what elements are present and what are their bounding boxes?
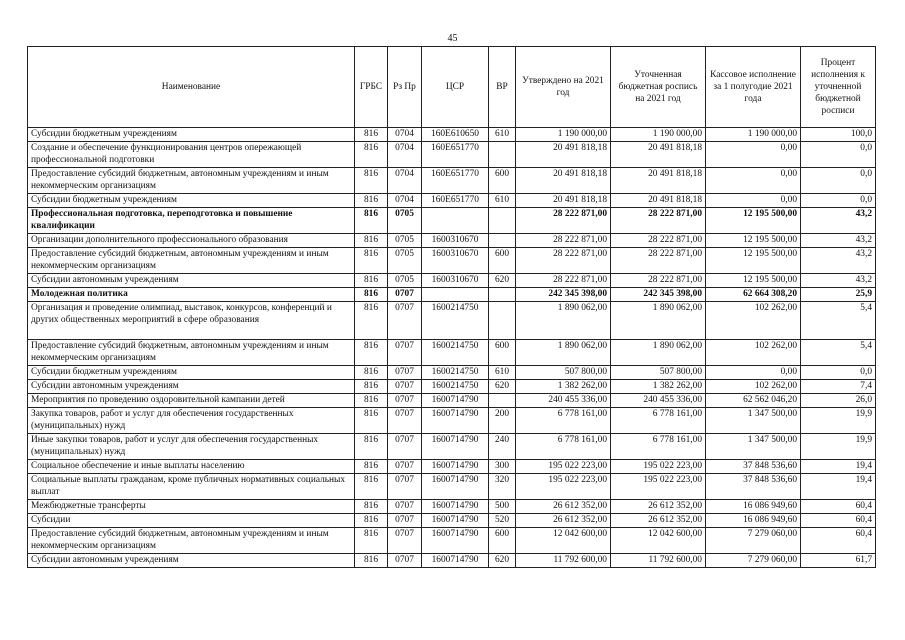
cell-rzpr: 0707 — [388, 288, 422, 302]
cell-cash: 1 190 000,00 — [706, 128, 801, 142]
header-approved: Утверждено на 2021 год — [516, 47, 611, 128]
cell-refined: 507 800,00 — [611, 366, 706, 380]
cell-vr: 620 — [489, 380, 516, 394]
cell-grbs: 816 — [355, 340, 388, 366]
cell-rzpr: 0707 — [388, 474, 422, 500]
cell-approved: 28 222 871,00 — [516, 274, 611, 288]
table-row — [28, 208, 876, 234]
cell-vr: 610 — [489, 366, 516, 380]
cell-csr: 1600310670 — [422, 248, 489, 274]
cell-vr — [489, 234, 516, 248]
cell-rzpr: 0707 — [388, 394, 422, 408]
cell-vr: 610 — [489, 194, 516, 208]
cell-name: Предоставление субсидий бюджетным, автономным учреждениям и иным некоммерческим организациям — [28, 168, 355, 194]
cell-rzpr: 0704 — [388, 194, 422, 208]
cell-approved: 28 222 871,00 — [516, 248, 611, 274]
cell-percent: 19,4 — [801, 474, 876, 500]
cell-cash: 16 086 949,60 — [706, 514, 801, 528]
cell-cash: 7 279 060,00 — [706, 528, 801, 554]
cell-cash: 0,00 — [706, 194, 801, 208]
cell-vr: 240 — [489, 434, 516, 460]
cell-approved: 12 042 600,00 — [516, 528, 611, 554]
cell-refined: 28 222 871,00 — [611, 274, 706, 288]
table-row — [28, 248, 876, 274]
cell-csr — [422, 288, 489, 302]
cell-vr: 620 — [489, 274, 516, 288]
cell-csr: 1600214750 — [422, 340, 489, 366]
cell-name: Организации дополнительного профессионального образования — [28, 234, 355, 248]
cell-name: Предоставление субсидий бюджетным, автономным учреждениям и иным некоммерческим организациям — [28, 528, 355, 554]
cell-approved: 6 778 161,00 — [516, 408, 611, 434]
cell-cash: 62 562 046,20 — [706, 394, 801, 408]
cell-percent: 5,4 — [801, 340, 876, 366]
cell-approved: 26 612 352,00 — [516, 514, 611, 528]
page-number: 45 — [447, 33, 458, 44]
cell-percent: 0,0 — [801, 142, 876, 168]
cell-cash: 12 195 500,00 — [706, 208, 801, 234]
cell-grbs: 816 — [355, 194, 388, 208]
cell-grbs: 816 — [355, 528, 388, 554]
cell-rzpr: 0707 — [388, 366, 422, 380]
cell-name: Закупка товаров, работ и услуг для обеспечения государственных (муниципальных) нужд — [28, 408, 355, 434]
cell-refined: 20 491 818,18 — [611, 194, 706, 208]
header-percent: Процент исполнения к уточненной бюджетной росписи — [801, 47, 876, 128]
table-row — [28, 394, 876, 408]
cell-grbs: 816 — [355, 500, 388, 514]
table-row — [28, 528, 876, 554]
cell-percent: 60,4 — [801, 514, 876, 528]
cell-rzpr: 0707 — [388, 500, 422, 514]
cell-approved: 26 612 352,00 — [516, 500, 611, 514]
cell-grbs: 816 — [355, 474, 388, 500]
cell-vr: 610 — [489, 128, 516, 142]
cell-cash: 102 262,00 — [706, 302, 801, 340]
cell-rzpr: 0705 — [388, 208, 422, 234]
cell-name: Субсидии автономным учреждениям — [28, 554, 355, 568]
cell-grbs: 816 — [355, 302, 388, 340]
cell-rzpr: 0704 — [388, 142, 422, 168]
cell-vr: 200 — [489, 408, 516, 434]
cell-vr — [489, 302, 516, 340]
cell-cash: 102 262,00 — [706, 340, 801, 366]
cell-refined: 1 890 062,00 — [611, 302, 706, 340]
cell-approved: 1 190 000,00 — [516, 128, 611, 142]
cell-percent: 19,9 — [801, 434, 876, 460]
table-row — [28, 142, 876, 168]
cell-vr — [489, 142, 516, 168]
cell-name: Межбюджетные трансферты — [28, 500, 355, 514]
cell-grbs: 816 — [355, 380, 388, 394]
cell-csr — [422, 208, 489, 234]
cell-name: Предоставление субсидий бюджетным, автономным учреждениям и иным некоммерческим организациям — [28, 340, 355, 366]
cell-cash: 12 195 500,00 — [706, 248, 801, 274]
table-body — [28, 128, 876, 568]
cell-approved: 6 778 161,00 — [516, 434, 611, 460]
cell-approved: 28 222 871,00 — [516, 234, 611, 248]
cell-rzpr: 0704 — [388, 128, 422, 142]
cell-grbs: 816 — [355, 460, 388, 474]
cell-grbs: 816 — [355, 168, 388, 194]
cell-csr: 1600714790 — [422, 394, 489, 408]
cell-percent: 43,2 — [801, 208, 876, 234]
cell-refined: 28 222 871,00 — [611, 248, 706, 274]
cell-percent: 0,0 — [801, 366, 876, 380]
cell-cash: 16 086 949,60 — [706, 500, 801, 514]
cell-rzpr: 0705 — [388, 248, 422, 274]
cell-vr: 600 — [489, 248, 516, 274]
cell-grbs: 816 — [355, 554, 388, 568]
cell-cash: 0,00 — [706, 366, 801, 380]
cell-refined: 240 455 336,00 — [611, 394, 706, 408]
table-row — [28, 408, 876, 434]
table-row — [28, 554, 876, 568]
cell-percent: 61,7 — [801, 554, 876, 568]
cell-cash: 0,00 — [706, 142, 801, 168]
cell-approved: 20 491 818,18 — [516, 194, 611, 208]
cell-grbs: 816 — [355, 274, 388, 288]
cell-name: Организация и проведение олимпиад, выставок, конкурсов, конференций и других общественных мероприятий в сфере образования — [28, 302, 355, 340]
cell-refined: 1 890 062,00 — [611, 340, 706, 366]
cell-percent: 60,4 — [801, 500, 876, 514]
cell-percent: 19,4 — [801, 460, 876, 474]
cell-cash: 12 195 500,00 — [706, 274, 801, 288]
cell-csr: 1600214750 — [422, 302, 489, 340]
table-row — [28, 366, 876, 380]
cell-refined: 28 222 871,00 — [611, 234, 706, 248]
cell-approved: 20 491 818,18 — [516, 168, 611, 194]
cell-vr: 600 — [489, 168, 516, 194]
cell-grbs: 816 — [355, 514, 388, 528]
table-row — [28, 380, 876, 394]
cell-cash: 1 347 500,00 — [706, 408, 801, 434]
cell-name: Субсидии бюджетным учреждениям — [28, 366, 355, 380]
table-header-row — [28, 47, 876, 128]
cell-name: Иные закупки товаров, работ и услуг для обеспечения государственных (муниципальных) нужд — [28, 434, 355, 460]
cell-refined: 12 042 600,00 — [611, 528, 706, 554]
cell-percent: 26,0 — [801, 394, 876, 408]
cell-grbs: 816 — [355, 408, 388, 434]
cell-name: Субсидии бюджетным учреждениям — [28, 128, 355, 142]
cell-name: Молодежная политика — [28, 288, 355, 302]
header-rzpr: Рз Пр — [388, 47, 422, 128]
cell-csr: 160Е610650 — [422, 128, 489, 142]
cell-rzpr: 0707 — [388, 528, 422, 554]
cell-name: Субсидии — [28, 514, 355, 528]
cell-refined: 6 778 161,00 — [611, 408, 706, 434]
cell-approved: 1 382 262,00 — [516, 380, 611, 394]
cell-rzpr: 0707 — [388, 460, 422, 474]
cell-approved: 240 455 336,00 — [516, 394, 611, 408]
budget-table — [27, 46, 876, 568]
cell-vr: 520 — [489, 514, 516, 528]
cell-percent: 43,2 — [801, 274, 876, 288]
cell-rzpr: 0704 — [388, 168, 422, 194]
cell-percent: 0,0 — [801, 194, 876, 208]
cell-percent: 43,2 — [801, 234, 876, 248]
cell-approved: 1 890 062,00 — [516, 302, 611, 340]
cell-csr: 1600714790 — [422, 514, 489, 528]
cell-vr: 320 — [489, 474, 516, 500]
cell-refined: 242 345 398,00 — [611, 288, 706, 302]
cell-grbs: 816 — [355, 234, 388, 248]
cell-approved: 195 022 223,00 — [516, 474, 611, 500]
cell-rzpr: 0707 — [388, 340, 422, 366]
cell-approved: 1 890 062,00 — [516, 340, 611, 366]
cell-refined: 1 190 000,00 — [611, 128, 706, 142]
cell-rzpr: 0707 — [388, 408, 422, 434]
cell-name: Социальные выплаты гражданам, кроме публичных нормативных социальных выплат — [28, 474, 355, 500]
cell-rzpr: 0707 — [388, 302, 422, 340]
cell-grbs: 816 — [355, 288, 388, 302]
table-row — [28, 194, 876, 208]
header-csr: ЦСР — [422, 47, 489, 128]
table-row — [28, 500, 876, 514]
cell-name: Субсидии бюджетным учреждениям — [28, 194, 355, 208]
cell-csr: 1600714790 — [422, 500, 489, 514]
cell-name: Создание и обеспечение функционирования центров опережающей профессиональной подготовки — [28, 142, 355, 168]
cell-vr: 500 — [489, 500, 516, 514]
cell-cash: 1 347 500,00 — [706, 434, 801, 460]
cell-percent: 60,4 — [801, 528, 876, 554]
cell-approved: 20 491 818,18 — [516, 142, 611, 168]
cell-csr: 1600310670 — [422, 274, 489, 288]
cell-name: Социальное обеспечение и иные выплаты населению — [28, 460, 355, 474]
cell-approved: 28 222 871,00 — [516, 208, 611, 234]
cell-refined: 28 222 871,00 — [611, 208, 706, 234]
cell-percent: 19,9 — [801, 408, 876, 434]
cell-percent: 0,0 — [801, 168, 876, 194]
cell-grbs: 816 — [355, 208, 388, 234]
cell-name: Предоставление субсидий бюджетным, автономным учреждениям и иным некоммерческим организациям — [28, 248, 355, 274]
cell-cash: 7 279 060,00 — [706, 554, 801, 568]
cell-approved: 195 022 223,00 — [516, 460, 611, 474]
cell-cash: 37 848 536,60 — [706, 460, 801, 474]
cell-name: Мероприятия по проведению оздоровительной кампании детей — [28, 394, 355, 408]
cell-cash: 0,00 — [706, 168, 801, 194]
cell-grbs: 816 — [355, 142, 388, 168]
cell-cash: 102 262,00 — [706, 380, 801, 394]
cell-percent: 7,4 — [801, 380, 876, 394]
cell-grbs: 816 — [355, 128, 388, 142]
cell-grbs: 816 — [355, 394, 388, 408]
table-row — [28, 274, 876, 288]
table-row — [28, 474, 876, 500]
table-row — [28, 288, 876, 302]
cell-approved: 11 792 600,00 — [516, 554, 611, 568]
cell-percent: 43,2 — [801, 248, 876, 274]
cell-percent: 25,9 — [801, 288, 876, 302]
cell-name: Профессиональная подготовка, переподготовка и повышение квалификации — [28, 208, 355, 234]
header-cash: Кассовое исполнение за 1 полугодие 2021 года — [706, 47, 801, 128]
cell-grbs: 816 — [355, 434, 388, 460]
cell-csr: 1600714790 — [422, 474, 489, 500]
cell-approved: 507 800,00 — [516, 366, 611, 380]
cell-csr: 1600714790 — [422, 554, 489, 568]
cell-vr: 300 — [489, 460, 516, 474]
table-row — [28, 302, 876, 340]
table-row — [28, 434, 876, 460]
cell-cash: 62 664 308,20 — [706, 288, 801, 302]
cell-refined: 1 382 262,00 — [611, 380, 706, 394]
cell-refined: 20 491 818,18 — [611, 142, 706, 168]
cell-csr: 160Е651770 — [422, 168, 489, 194]
cell-csr: 1600714790 — [422, 434, 489, 460]
cell-cash: 12 195 500,00 — [706, 234, 801, 248]
table-row — [28, 340, 876, 366]
cell-refined: 195 022 223,00 — [611, 474, 706, 500]
cell-csr: 1600714790 — [422, 408, 489, 434]
cell-vr: 620 — [489, 554, 516, 568]
cell-refined: 20 491 818,18 — [611, 168, 706, 194]
cell-csr: 1600214750 — [422, 366, 489, 380]
cell-refined: 6 778 161,00 — [611, 434, 706, 460]
cell-refined: 26 612 352,00 — [611, 514, 706, 528]
cell-rzpr: 0705 — [388, 234, 422, 248]
table-row — [28, 460, 876, 474]
cell-csr: 160Е651770 — [422, 194, 489, 208]
cell-approved: 242 345 398,00 — [516, 288, 611, 302]
cell-refined: 26 612 352,00 — [611, 500, 706, 514]
cell-refined: 11 792 600,00 — [611, 554, 706, 568]
header-grbs: ГРБС — [355, 47, 388, 128]
cell-csr: 160Е651770 — [422, 142, 489, 168]
cell-csr: 1600310670 — [422, 234, 489, 248]
cell-vr — [489, 394, 516, 408]
cell-vr — [489, 288, 516, 302]
cell-name: Субсидии автономным учреждениям — [28, 380, 355, 394]
header-name: Наименование — [28, 47, 355, 128]
table-row — [28, 168, 876, 194]
cell-percent: 100,0 — [801, 128, 876, 142]
table-row — [28, 514, 876, 528]
cell-refined: 195 022 223,00 — [611, 460, 706, 474]
cell-vr — [489, 208, 516, 234]
cell-vr: 600 — [489, 528, 516, 554]
table-row — [28, 234, 876, 248]
cell-cash: 37 848 536,60 — [706, 474, 801, 500]
cell-vr: 600 — [489, 340, 516, 366]
cell-rzpr: 0707 — [388, 434, 422, 460]
header-vr: ВР — [489, 47, 516, 128]
cell-name: Субсидии автономным учреждениям — [28, 274, 355, 288]
cell-grbs: 816 — [355, 366, 388, 380]
cell-csr: 1600214750 — [422, 380, 489, 394]
cell-grbs: 816 — [355, 248, 388, 274]
cell-rzpr: 0707 — [388, 380, 422, 394]
cell-rzpr: 0705 — [388, 274, 422, 288]
cell-rzpr: 0707 — [388, 554, 422, 568]
cell-percent: 5,4 — [801, 302, 876, 340]
cell-rzpr: 0707 — [388, 514, 422, 528]
table-row — [28, 128, 876, 142]
header-refined: Уточненная бюджетная роспись на 2021 год — [611, 47, 706, 128]
cell-csr: 1600714790 — [422, 460, 489, 474]
cell-csr: 1600714790 — [422, 528, 489, 554]
